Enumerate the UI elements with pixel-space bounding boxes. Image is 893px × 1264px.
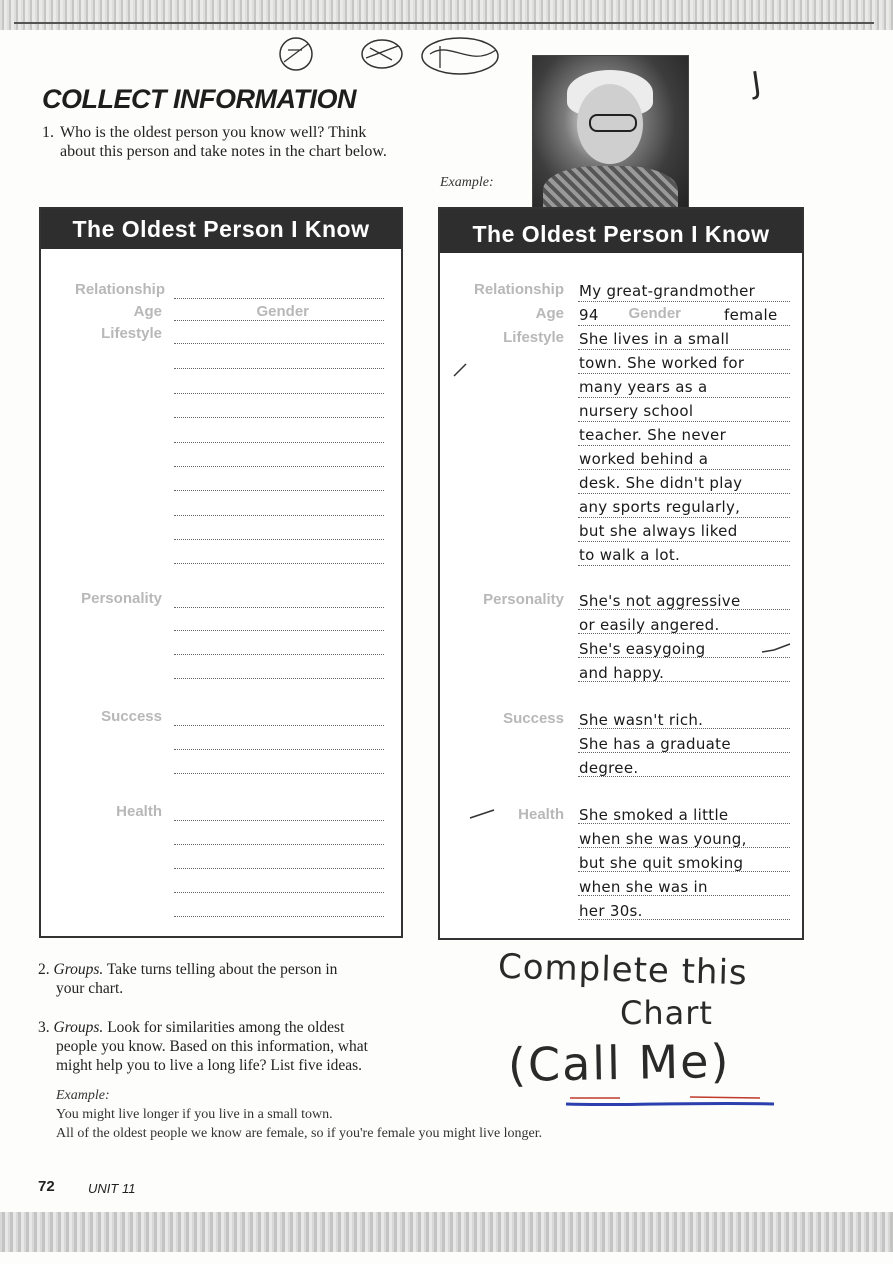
question-2: 2. Groups. Take turns telling about the person in your chart. [38, 961, 338, 997]
personality-line: or easily angered. [579, 616, 720, 634]
blank-line[interactable] [174, 343, 384, 344]
label-health: Health [116, 803, 162, 820]
age-value: 94 [579, 306, 599, 324]
blank-line[interactable] [174, 892, 384, 893]
blank-line[interactable] [174, 490, 384, 491]
writing-line [578, 493, 790, 494]
blank-line[interactable] [174, 563, 384, 564]
chart-heading: The Oldest Person I Know [41, 209, 401, 249]
chart-heading: The Oldest Person I Know [440, 209, 802, 253]
writing-line [578, 421, 790, 422]
label-personality: Personality [483, 591, 564, 608]
writing-line [578, 301, 790, 302]
gender-value: female [724, 306, 778, 324]
writing-line [578, 325, 790, 326]
personality-line: and happy. [579, 664, 665, 682]
elderly-woman-photo [532, 55, 689, 217]
blank-line[interactable] [174, 868, 384, 869]
blank-line[interactable] [174, 417, 384, 418]
label-success: Success [101, 708, 162, 725]
blank-line[interactable] [174, 844, 384, 845]
scan-bottom-border [0, 1212, 893, 1252]
blank-line[interactable] [174, 539, 384, 540]
writing-line [578, 565, 790, 566]
unit-label: UNIT 11 [88, 1181, 136, 1196]
question-1: 1. Who is the oldest person you know well? Think about this person and take notes in the chart below. [42, 124, 387, 160]
relationship-value: My great-grandmother [579, 282, 756, 300]
example-label: Example: [440, 175, 494, 190]
label-relationship: Relationship [473, 281, 564, 298]
lifestyle-line: teacher. She never [579, 426, 727, 444]
personality-line: She's not aggressive [579, 592, 741, 610]
label-age: Age [133, 303, 162, 320]
blank-line[interactable] [174, 678, 384, 679]
label-gender: Gender [256, 303, 309, 320]
scan-top-border [0, 0, 893, 30]
page-number: 72 [38, 1178, 55, 1195]
health-line: but she quit smoking [579, 854, 744, 872]
writing-line [578, 397, 790, 398]
lifestyle-line: many years as a [579, 378, 708, 396]
blank-line[interactable] [174, 466, 384, 467]
label-gender: Gender [628, 305, 681, 322]
blank-line[interactable] [174, 725, 384, 726]
writing-line [578, 373, 790, 374]
health-line: her 30s. [579, 902, 643, 920]
writing-line [578, 445, 790, 446]
lifestyle-line: town. She worked for [579, 354, 745, 372]
corner-mark: J [749, 65, 764, 102]
lifestyle-line: worked behind a [579, 450, 709, 468]
chart-blank [39, 207, 403, 938]
chart-example [438, 207, 804, 940]
blank-line[interactable] [174, 607, 384, 608]
pen-tick-mark [468, 806, 498, 824]
writing-line [578, 469, 790, 470]
label-personality: Personality [81, 590, 162, 607]
success-line: She wasn't rich. [579, 711, 704, 729]
label-age: Age [535, 305, 564, 322]
blank-line[interactable] [174, 820, 384, 821]
writing-line [578, 349, 790, 350]
label-health: Health [518, 806, 564, 823]
health-line: She smoked a little [579, 806, 729, 824]
question-3: 3. Groups. Look for similarities among the oldest people you know. Based on this information, what might help you to live a long life? List five ideas. [38, 1019, 368, 1074]
writing-line [578, 541, 790, 542]
blank-line[interactable] [174, 393, 384, 394]
lifestyle-line: any sports regularly, [579, 498, 741, 516]
lifestyle-line: She lives in a small [579, 330, 730, 348]
blank-line[interactable] [174, 298, 384, 299]
handwritten-note-line-3: (Call Me) [507, 1034, 731, 1092]
blank-line[interactable] [174, 749, 384, 750]
blank-line[interactable] [174, 630, 384, 631]
label-success: Success [503, 710, 564, 727]
lifestyle-line: desk. She didn't play [579, 474, 743, 492]
personality-line: She's easygoing [579, 640, 706, 658]
section-title: COLLECT INFORMATION [42, 84, 356, 114]
top-rule [14, 22, 874, 24]
check-mark-icon [760, 640, 794, 660]
health-line: when she was in [579, 878, 708, 896]
health-line: when she was young, [579, 830, 747, 848]
question-3-example: Example: You might live longer if you live in a small town. All of the oldest people we know are female, so if you're female you might live longer. [56, 1088, 543, 1141]
blank-line[interactable] [174, 773, 384, 774]
blank-line[interactable] [174, 368, 384, 369]
handwritten-scribbles [270, 32, 510, 82]
blank-line[interactable] [174, 916, 384, 917]
writing-line [578, 517, 790, 518]
underline-marks [560, 1092, 780, 1112]
label-relationship: Relationship [74, 281, 165, 298]
label-lifestyle: Lifestyle [503, 329, 564, 346]
success-line: She has a graduate [579, 735, 731, 753]
pen-tick-mark [452, 360, 472, 380]
lifestyle-line: to walk a lot. [579, 546, 681, 564]
blank-line[interactable] [174, 654, 384, 655]
success-line: degree. [579, 759, 639, 777]
handwritten-note-line-2: Chart [620, 994, 713, 1032]
handwritten-note-line-1: Complete this [497, 946, 749, 994]
label-lifestyle: Lifestyle [101, 325, 162, 342]
blank-line[interactable] [174, 515, 384, 516]
blank-line[interactable] [174, 320, 384, 321]
lifestyle-line: nursery school [579, 402, 694, 420]
lifestyle-line: but she always liked [579, 522, 738, 540]
blank-line[interactable] [174, 442, 384, 443]
